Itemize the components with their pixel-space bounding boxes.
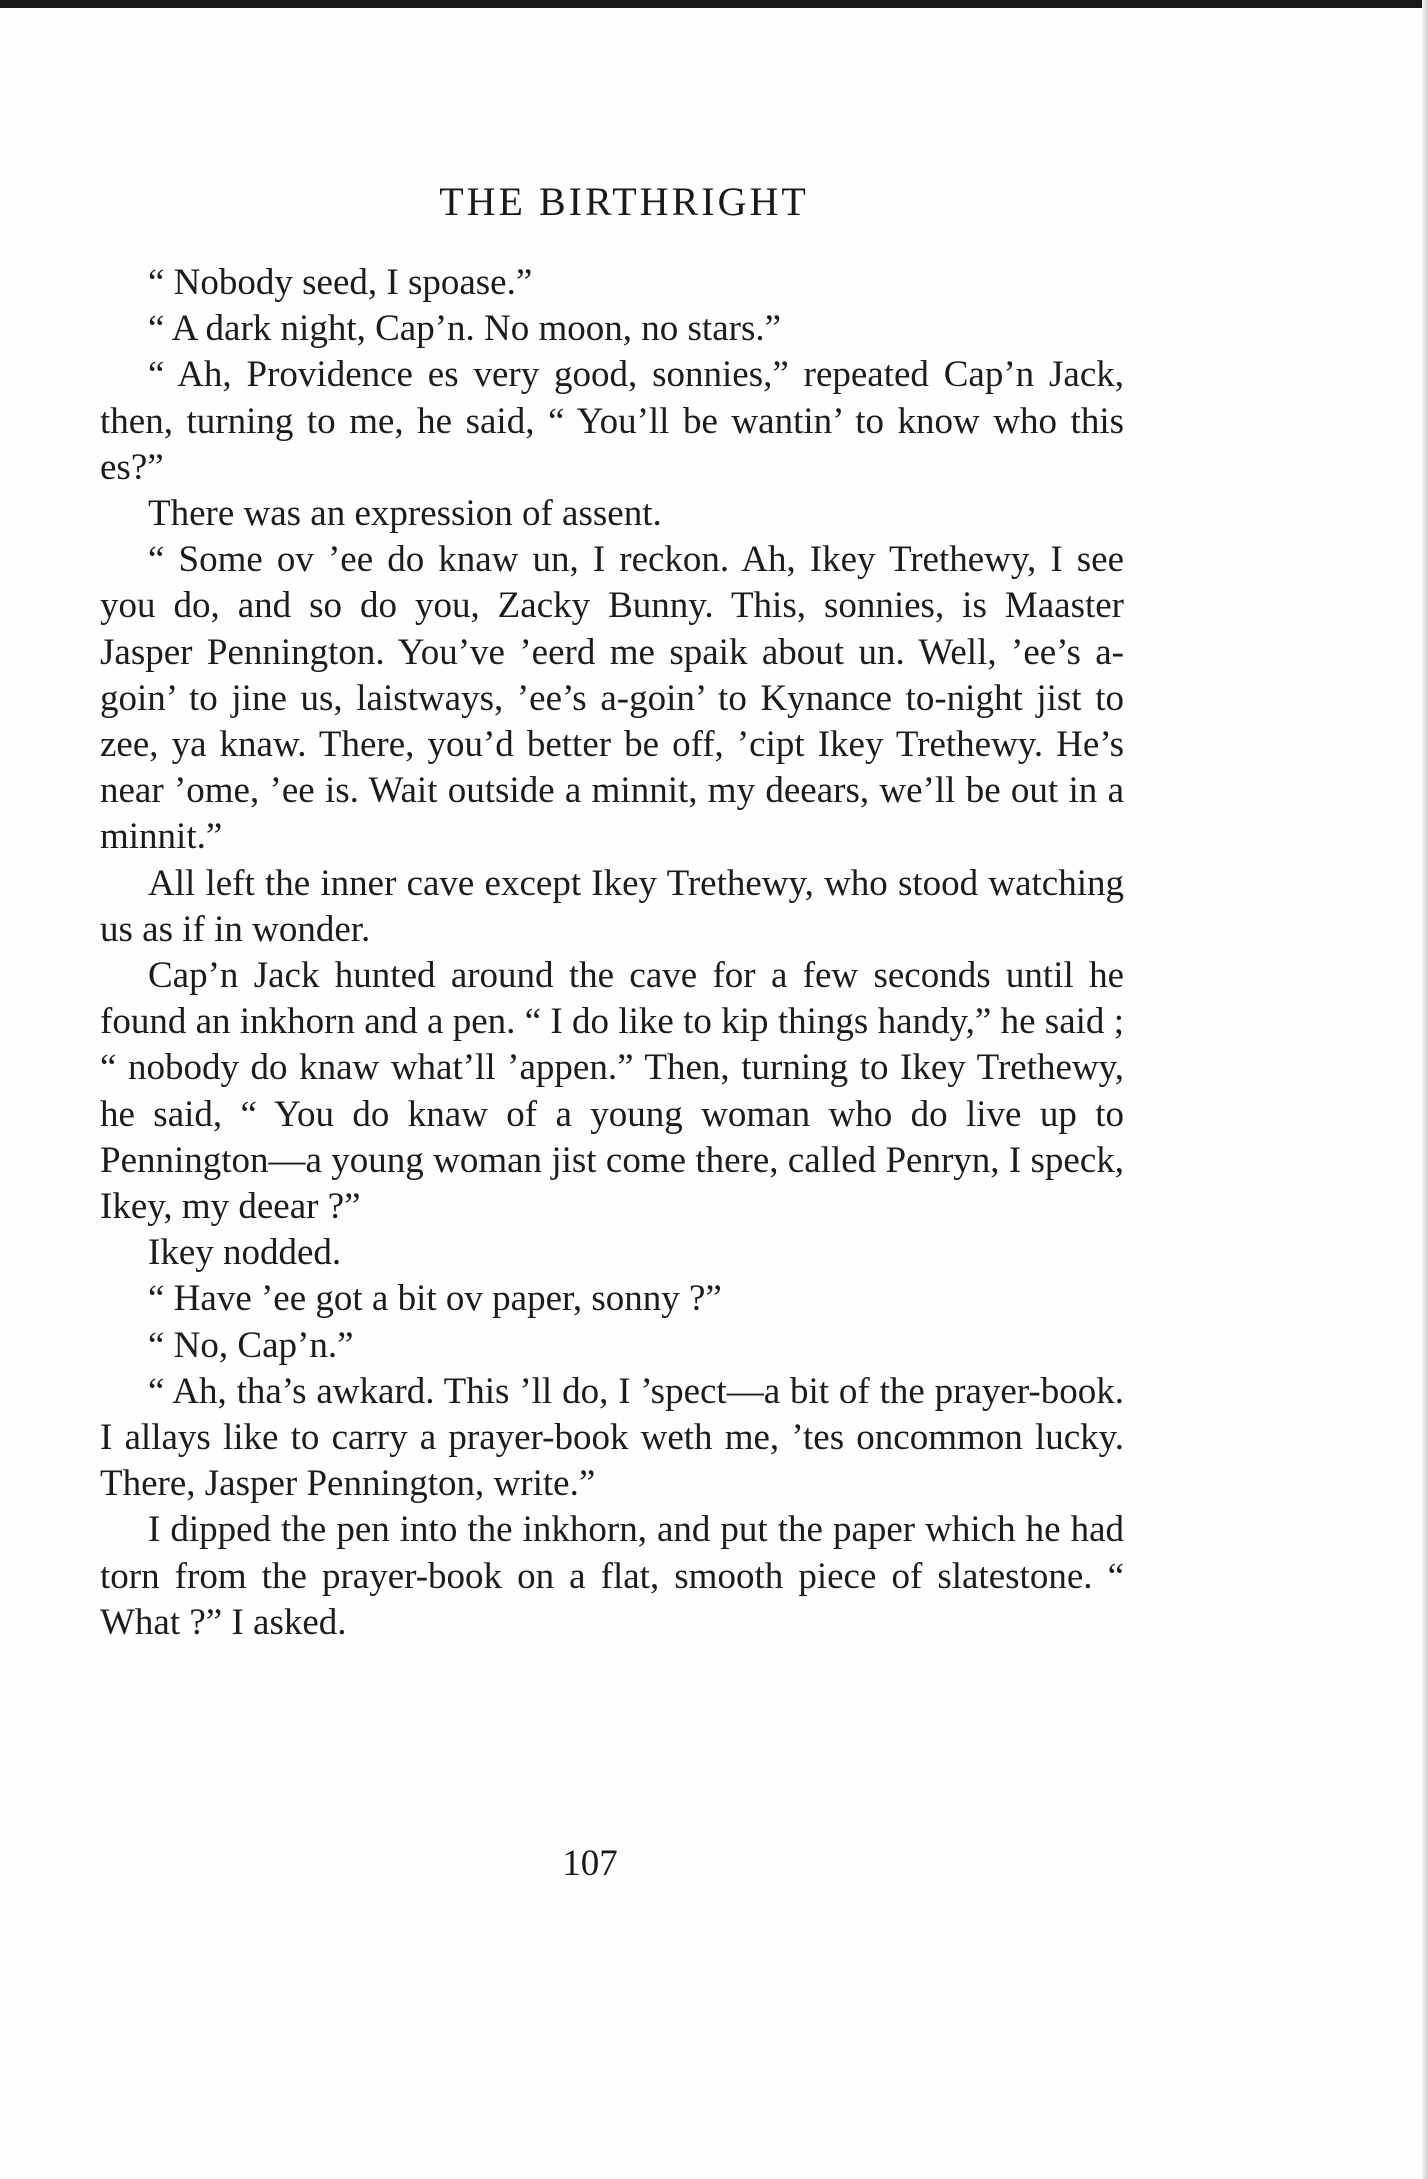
paragraph: “ No, Cap’n.” xyxy=(148,1324,354,1366)
paragraph: “ Ah, Providence es very good, sonnies,” repeated Cap’n Jack, then, turning to me, he said, “ You’ll be wantin’ to know who this es?” xyxy=(100,354,1124,488)
paragraph: “ Ah, tha’s awkard. This ’ll do, I ’spect—a bit of the prayer-book. I allays like to carry a prayer-book weth me, ’tes oncommon lucky. There, Jasper Pennington, write.” xyxy=(100,1370,1124,1505)
paragraph: “ Have ’ee got a bit ov paper, sonny ?” xyxy=(148,1278,722,1320)
paragraph: All left the inner cave except Ikey Trethewy, who stood watching us as if in wonder. xyxy=(100,862,1124,950)
body-text xyxy=(100,260,1124,1646)
paragraph: “ Nobody seed, I spoase.” xyxy=(148,262,533,303)
paragraph: “ A dark night, Cap’n. No moon, no stars.” xyxy=(148,308,782,350)
paragraph: “ Some ov ’ee do knaw un, I reckon. Ah, Ikey Trethewy, I see you do, and so do you, Zacky Bunny. This, sonnies, is Maaster Jasper Pennington. You’ve ’eerd me spaik about un. Well, ’ee’s a-goin’ to jine us, laistways, ’ee’s a-goin’ to Kynance to-night jist to zee, ya knaw. There, you’d better be off, ’cipt Ikey Trethewy. He’s near ’ome, ’ee is. Wait outside a minnit, my deears, we’ll be out in a minnit.” xyxy=(100,539,1124,858)
paragraph: I dipped the pen into the inkhorn, and put the paper which he had torn from the prayer-book on a flat, smooth piece of slatestone. “ What ?” I asked. xyxy=(100,1509,1124,1643)
running-title: THE BIRTHRIGHT xyxy=(439,179,809,224)
page-number: 107 xyxy=(562,1843,618,1884)
paragraph: Ikey nodded. xyxy=(148,1232,342,1274)
paragraph: Cap’n Jack hunted around the cave for a few seconds until he found an inkhorn and a pen. “ I do like to kip things handy,” he said ; “ nobody do knaw what’ll ’appen.” Then, turning to Ikey Trethewy, he said, “ You do knaw of a young woman who do live up to Pennington—a young woman jist come there, called Penryn, I speck, Ikey, my deear ?” xyxy=(100,955,1124,1228)
paragraph: There was an expression of assent. xyxy=(148,493,662,535)
top-border xyxy=(0,0,1428,8)
page-edge xyxy=(1422,0,1428,2179)
